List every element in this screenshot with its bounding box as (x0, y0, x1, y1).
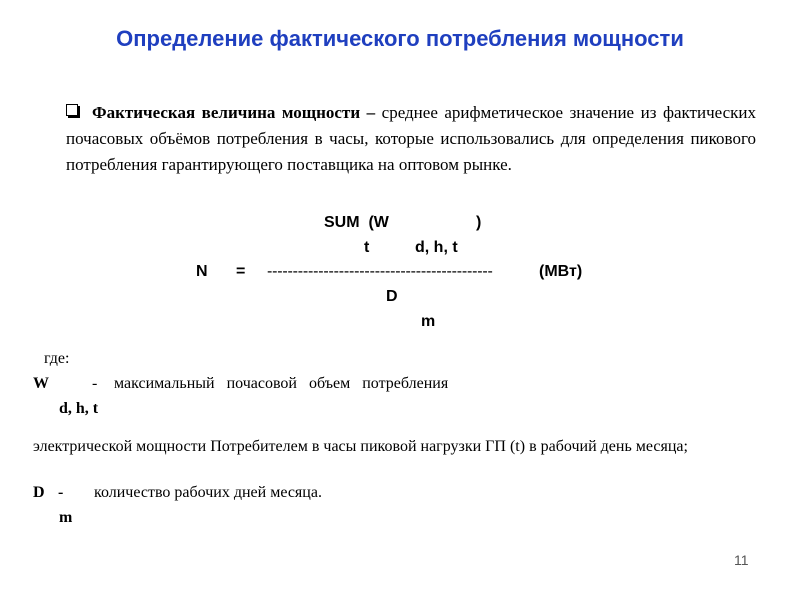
formula-unit: (МВт) (539, 263, 583, 280)
d-symbol: D (33, 484, 45, 501)
checkbox-bullet-icon (66, 104, 78, 116)
w-description: максимальный почасовой объем потребления (114, 375, 449, 392)
d-subscript: m (59, 509, 73, 526)
d-dash: - (58, 484, 64, 501)
w-subscript: d, h, t (59, 400, 99, 417)
formula-subscript-t: t (364, 239, 370, 256)
formula-sum-label: SUM (W (324, 214, 389, 231)
w-symbol: W (33, 375, 49, 392)
formula-denominator-subscript: m (421, 313, 436, 330)
formula-denominator: D (386, 288, 398, 305)
formula-equals: = (236, 263, 246, 280)
term-description: среднее арифметическое значение из фактических почасовых объёмов потребления в часы, которые использовались для определения пикового потребления гарантирующего поставщика на оптовом рынке. (66, 103, 756, 174)
w-continuation: электрической мощности Потребителем в часы пиковой нагрузки ГП (t) в рабочий день месяца; (33, 438, 688, 455)
formula-lhs: N (196, 263, 208, 280)
page-number: 11 (734, 552, 749, 568)
definition-paragraph (66, 100, 756, 178)
formula-sum-close: ) (476, 214, 482, 231)
formula-fraction-line: -------------------------------------------- (267, 263, 493, 280)
formula-subscript-dht: d, h, t (415, 239, 458, 256)
where-label: где: (44, 350, 70, 367)
d-description: количество рабочих дней месяца. (94, 484, 322, 501)
slide-title: Определение фактического потребления мощности (116, 26, 684, 51)
term-bold: Фактическая величина мощности – (92, 103, 376, 122)
w-dash: - (92, 375, 98, 392)
